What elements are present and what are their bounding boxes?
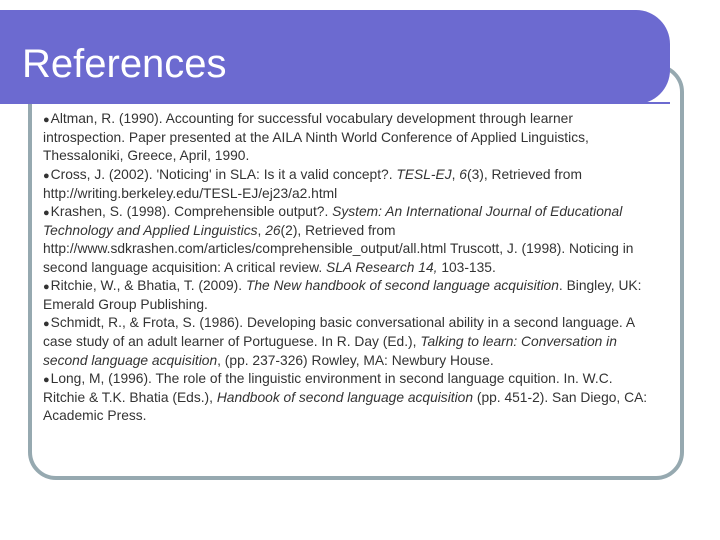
reference-text: Cross, J. (2002). 'Noticing' in SLA: Is it a valid concept?. (50, 166, 397, 182)
reference-italic-text: SLA Research 14, (326, 259, 438, 275)
reference-italic-text: System: An International Journal of Educational Technology and Applied Linguistics (43, 204, 623, 239)
bullet-icon: ● (43, 373, 50, 386)
reference-item (43, 277, 655, 314)
reference-text: (2), Retrieved from http://www.sdkrashen.com/articles/comprehensible_output/all.html Truscott, J. (1998). Noticing in second language acquisition: A critical review. (43, 223, 634, 275)
reference-text: , (pp. 237-326) Rowley, MA: Newbury House. (217, 352, 494, 368)
reference-text: Altman, R. (1990). Accounting for successful vocabulary development through learner introspection. Paper presented at the AILA Ninth World Conference of Applied Linguistics, Thessaloniki, Greece, April, 1990. (43, 111, 589, 164)
reference-text: . Bingley, UK: Emerald Group Publishing. (43, 277, 642, 313)
bullet-icon: ● (43, 114, 50, 126)
reference-item (43, 314, 655, 370)
title-underline (30, 102, 670, 104)
reference-italic-text: The New handbook of second language acquisition (245, 277, 559, 293)
reference-italic-text: Talking to learn: Conversation in second language acquisition (43, 334, 617, 368)
slide-title: References (22, 42, 227, 86)
reference-item (43, 166, 655, 203)
references-list (43, 110, 655, 425)
reference-item (43, 370, 655, 426)
reference-item (43, 203, 655, 277)
reference-text: (3), Retrieved from http://writing.berkeley.edu/TESL-EJ/ej23/a2.html (43, 166, 582, 201)
reference-text: Ritchie, W., & Bhatia, T. (2009). (50, 277, 246, 293)
bullet-icon: ● (43, 169, 50, 182)
reference-text: , (257, 223, 266, 239)
reference-text: 103-135. (437, 259, 496, 275)
reference-italic-text: 26 (265, 223, 281, 239)
reference-text: , (451, 166, 460, 182)
bullet-icon: ● (43, 318, 50, 331)
bullet-icon: ● (43, 280, 50, 293)
reference-text: Long, M, (1996). The role of the linguistic environment in second language cquition. In. W.C. Ritchie & T.K. Bhatia (Eds.), (43, 370, 613, 406)
reference-italic-text: Handbook of second language acquisition (216, 390, 474, 406)
bullet-icon: ● (43, 207, 50, 220)
title-bar (0, 10, 670, 104)
reference-text: Krashen, S. (1998). Comprehensible output?. (50, 204, 333, 220)
reference-italic-text: TESL-EJ (396, 166, 452, 182)
reference-italic-text: 6 (459, 166, 467, 182)
reference-item (43, 110, 655, 166)
reference-text: (pp. 451-2). San Diego, CA: Academic Press. (43, 390, 648, 424)
reference-text: Schmidt, R., & Frota, S. (1986). Developing basic conversational ability in a second language. A case study of an adult learner of Portuguese. In R. Day (Ed.), (43, 315, 635, 350)
